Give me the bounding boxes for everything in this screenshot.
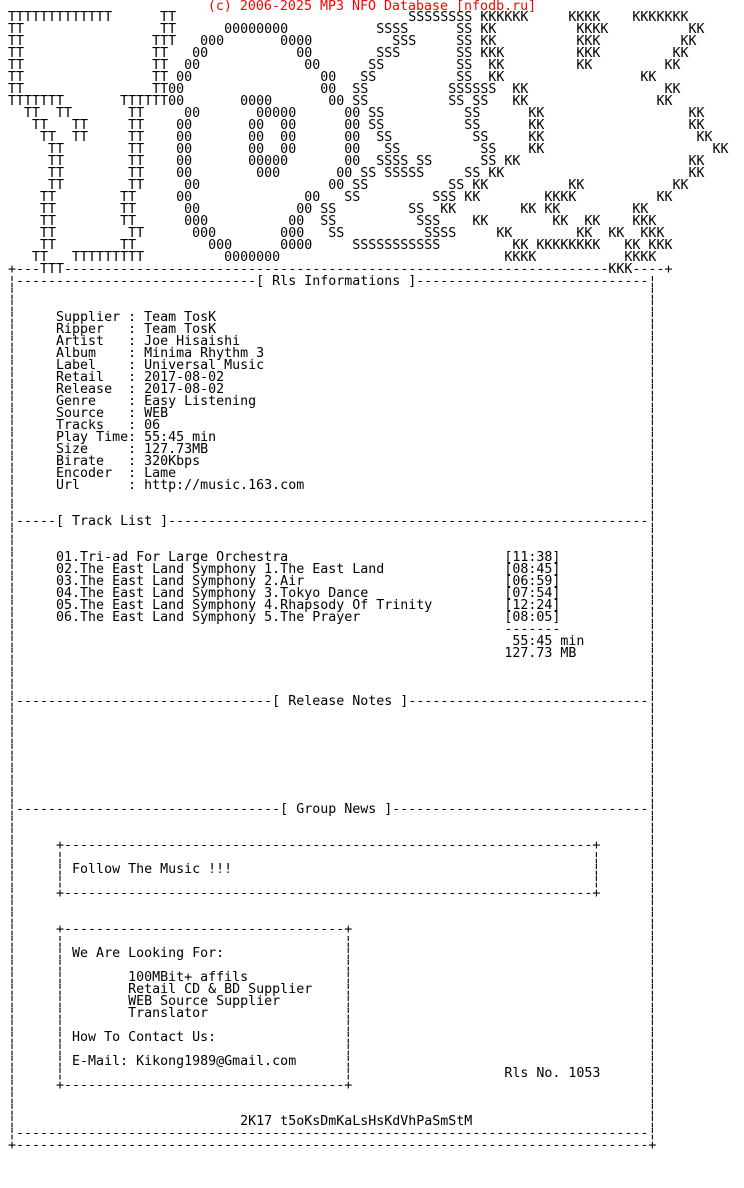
nfo-database-header: (c) 2006-2025 MP3 NFO Database [nfodb.ru] [207,0,537,14]
nfo-text: TTTTTTTTTTTTT TT SSSSSSSS KKKKKK KKKK KKKKKKK TT TT 00000000 SSSS SS KK KKKK KK TT TTT 000 0000 SSS SS KK KKK KK TT TT 00 00 SSS SS KKK KKK KK TT TT 00 00 SS SS KK KK KK TT TT 00 00 SS SS KK KK TT TT00 00 SS SSSSSS KK KK TTTTTTT TTTTTT00 0000 00 SS SS SS KK KK TT TT TT 00 00000 00 SS SS KK KK TT TT TT 00 00 00 00 SS SS KK KK TT TT TT 00 00 00 00 SS SS KK KK TT TT 00 00 00 00 SS SS KK KK TT TT 00 00000 00 SSSS SS SS KK KK TT TT 00 000 00 SS SSSSS SS KK KK TT TT 00 00 SS SS KK KK KK TT TT 00 00 SS SSS KK KKKK KK TT TT 00 00 SS SS KK KK KK KK TT TT 000 00 SS SSS KK KK KK KKK TT TT 000 000 SS SSSS KK KK KK KKK TT TT 000 0000 SSSSSSSSSSS KK KKKKKKKK KK KKK TT TTTTTTTTT 0000000 KKKK KKKK +---TTT--------------------------------------------------------------------KKK----+ ¦------------------------------[ Rls Informations ]-----------------------------¦ ¦ ¦ ¦ ¦ ¦ Supplier : Team TosK ¦ ¦ Ripper : Team TosK ¦ ¦ Artist : Joe Hisaishi ¦ ¦ Album : Minima Rhythm 3 ¦ ¦ Label : Universal Music ¦ ¦ Retail : 2017-08-02 ¦ ¦ Release : 2017-08-02 ¦ ¦ Genre : Easy Listening ¦ ¦ Source : WEB ¦ ¦ Tracks : 06 ¦ ¦ Play Time: 55:45 min ¦ ¦ Size : 127.73MB ¦ ¦ Birate : 320Kbps ¦ ¦ Encoder : Lame ¦ ¦ Url : http://music.163.com ¦ ¦ ¦ ¦ ¦ ¦-----[ Track List ]------------------------------------------------------------¦ ¦ ¦ ¦ ¦ ¦ 01.Tri-ad For Large Orchestra [11:38] ¦ ¦ 02.The East Land Symphony 1.The East Land [08:45] ¦ ¦ 03.The East Land Symphony 2.Air [06:59] ¦ ¦ 04.The East Land Symphony 3.Tokyo Dance [07:54] ¦ ¦ 05.The East Land Symphony 4.Rhapsody Of Trinity [12:24] ¦ ¦ 06.The East Land Symphony 5.The Prayer [08:05] ¦ ¦ ------- ¦ ¦ 55:45 min ¦ ¦ 127.73 MB ¦ ¦ ¦ ¦ ¦ ¦ ¦ ¦--------------------------------[ Release Notes ]------------------------------¦ ¦ ¦ ¦ ¦ ¦ ¦ ¦ ¦ ¦ ¦ ¦ ¦ ¦ ¦ ¦ ¦ ¦---------------------------------[ Group News ]--------------------------------¦ ¦ ¦ ¦ ¦ ¦ +------------------------------------------------------------------+ ¦ ¦ ¦ ¦ ¦ ¦ ¦ Follow The Music !!! ¦ ¦ ¦ ¦ ¦ ¦ ¦ +------------------------------------------------------------------+ ¦ ¦ ¦ ¦ ¦ ¦ +-----------------------------------+ ¦ ¦ ¦ ¦ ¦ ¦ ¦ We Are Looking For: ¦ ¦ ¦ ¦ ¦ ¦ ¦ ¦ 100MBit+ affils ¦ ¦ ¦ ¦ Retail CD & BD Supplier ¦ ¦ ¦ ¦ WEB Source Supplier ¦ ¦ ¦ ¦ Translator ¦ ¦ ¦ ¦ ¦ ¦ ¦ ¦ How To Contact Us: ¦ ¦ ¦ ¦ ¦ ¦ ¦ ¦ E-Mail: Kikong1989@Gmail.com ¦ ¦ ¦ ¦ ¦ Rls No. 1053 ¦ ¦ +-----------------------------------+ ¦ ¦ ¦ ¦ ¦ ¦ 2K17 t5oKsDmKaLsHsKdVhPaSmStM ¦ ¦-------------------------------------------------------------------------------¦ +-------------------------------------------------------------------------------+ [8,10,729,1153]
